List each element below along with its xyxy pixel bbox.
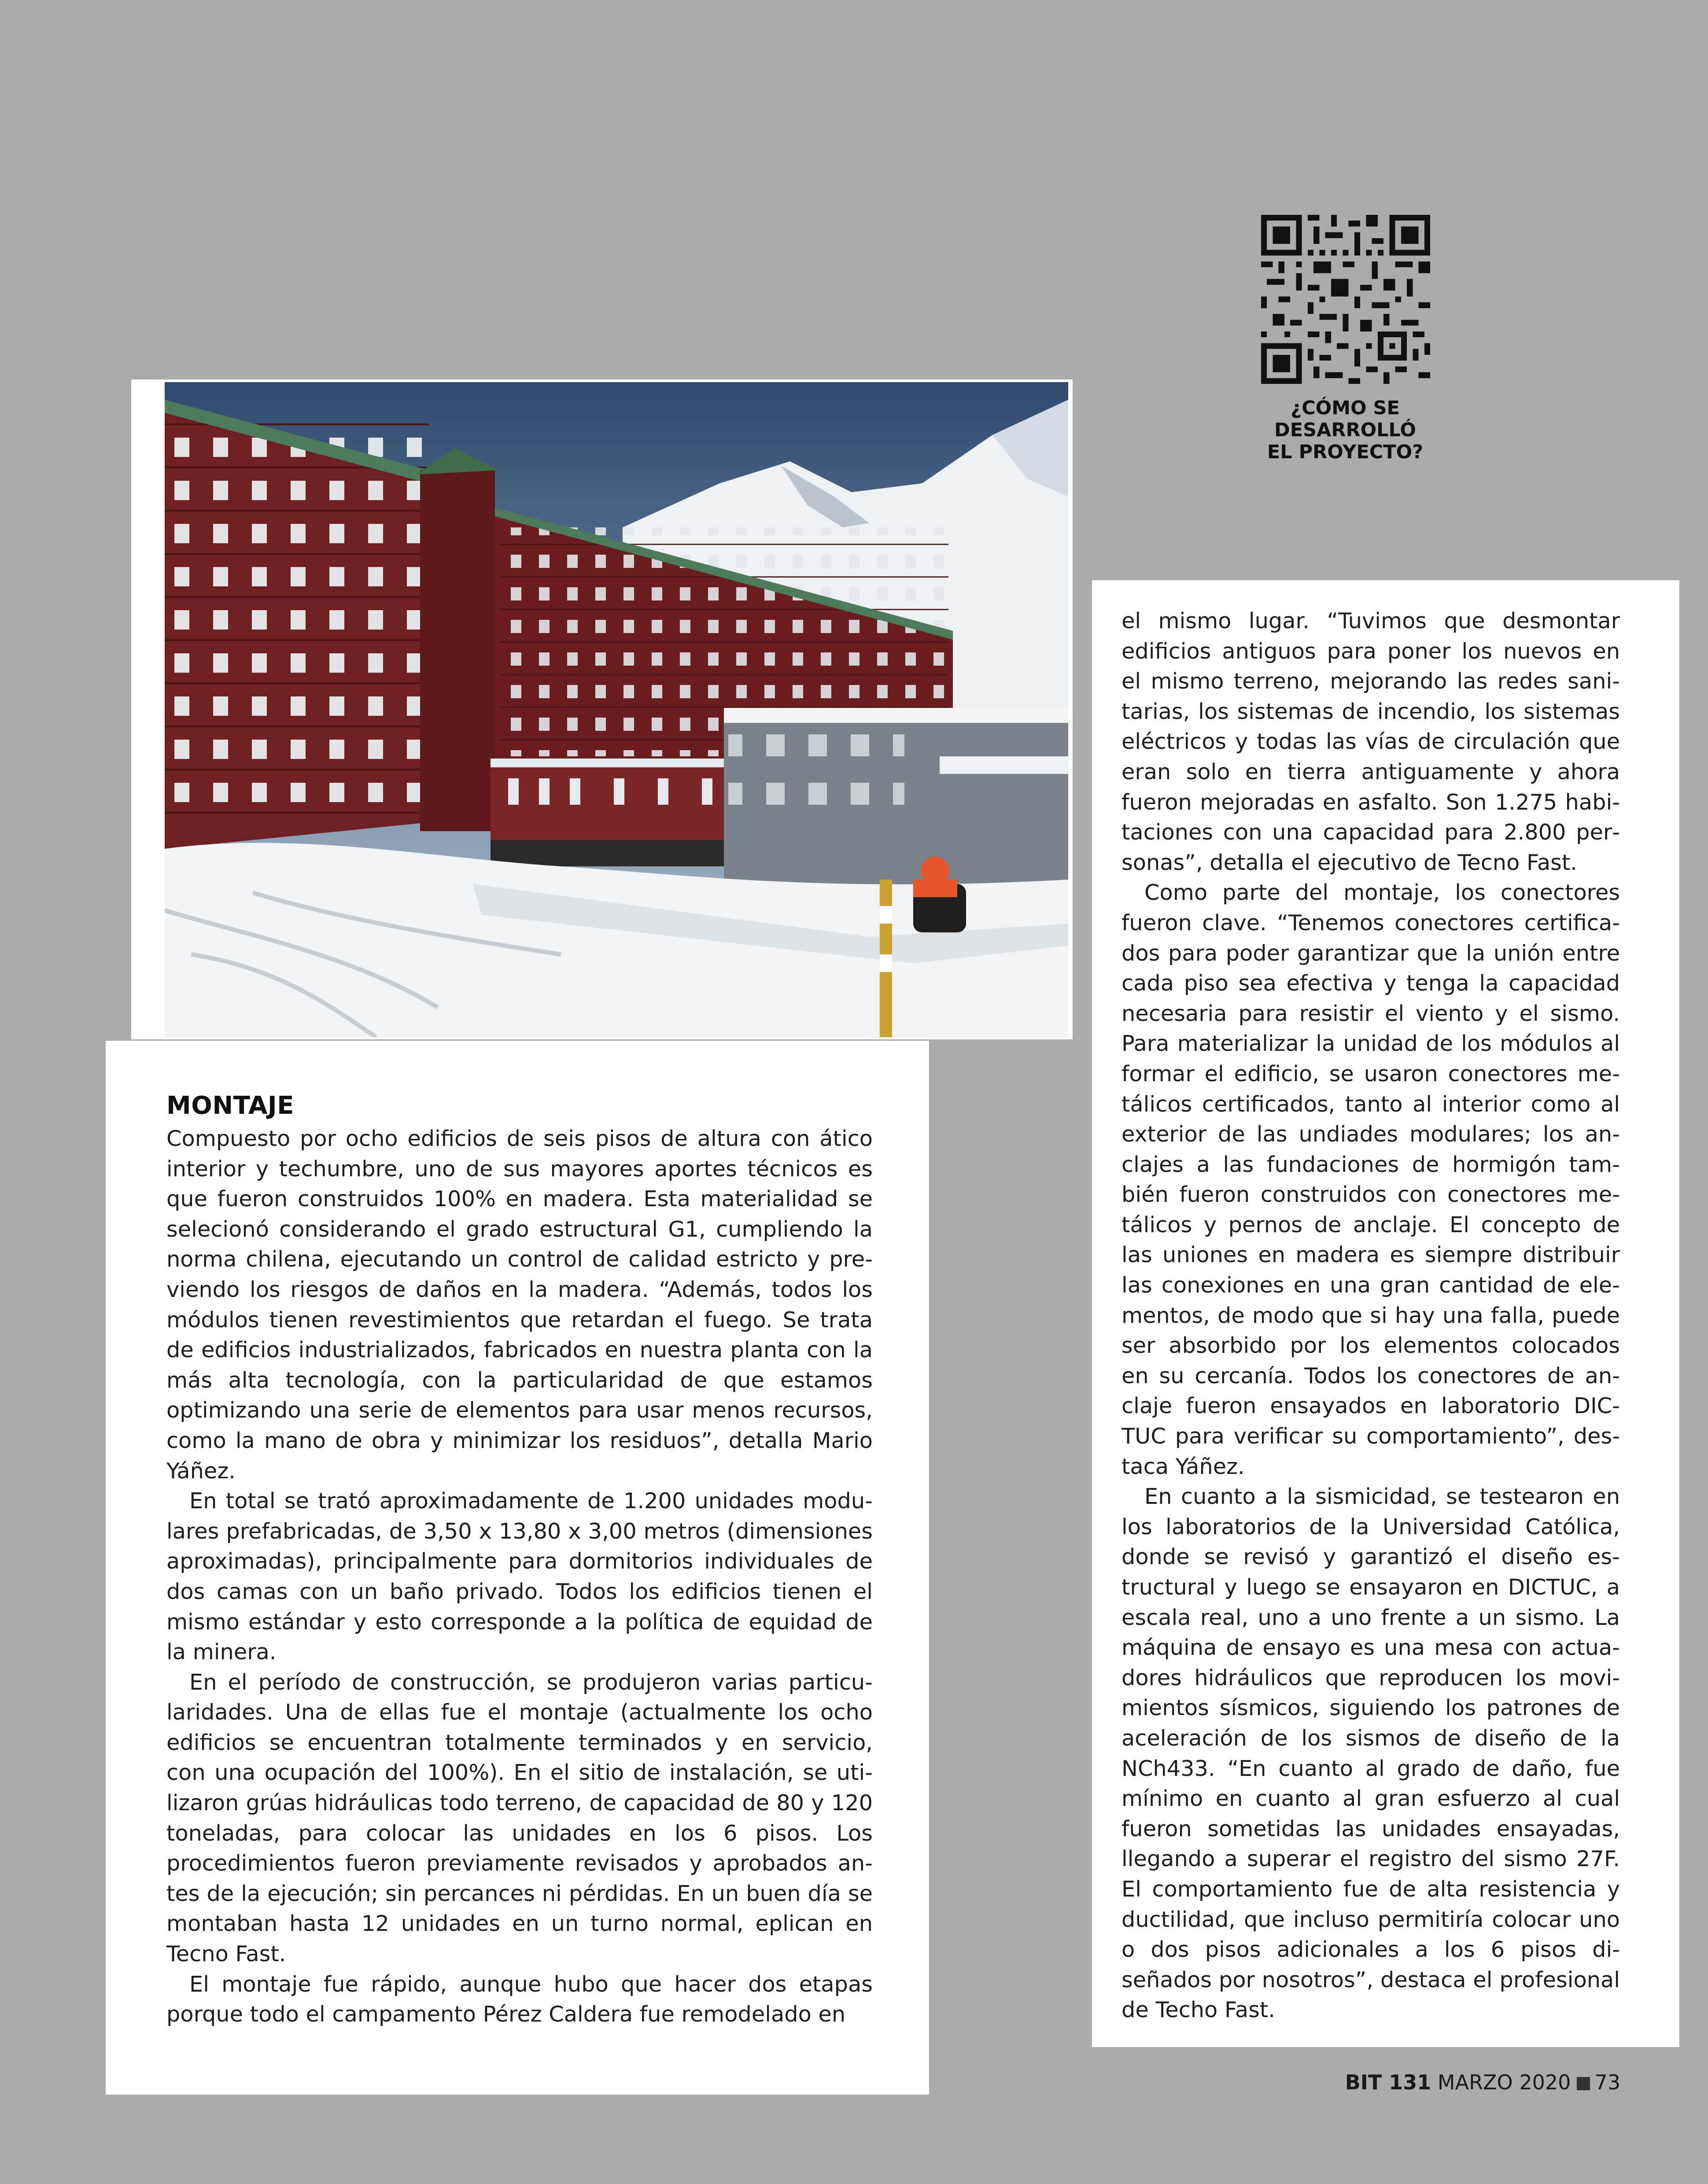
paragraph: el mismo lugar. “Tuvimos que desmontar edificios antiguos para poner los nuevos en el mismo terreno, mejorando las redes sanitarias, los sistemas de incendio, los sistemas eléctricos y todas las vías de circulación que eran solo en tierra antiguamente y ahora fueron mejoradas en asfalto. Son 1.275 habitaciones con una capacidad para 2.800 personas”, detalla el ejecutivo de Tecno Fast. (1121, 608, 1620, 875)
qr-caption-line: DESARROLLÓ (1274, 419, 1416, 441)
square-separator-icon (1577, 2077, 1590, 2090)
stair-tower (420, 470, 495, 831)
article-column-left (166, 1088, 873, 2029)
qr-caption-line: EL PROYECTO? (1267, 441, 1424, 463)
paragraph: Como parte del montaje, los conectores fueron clave. “Tenemos conectores certificados para poder garantizar que la unión entre cada piso sea efectiva y tenga la capacidad necesaria para resistir el viento y el sismo. Para materializar la unidad de los módulos al formar el edificio, se usaron conectores metálicos certificados, tanto al interior como al exterior de las undiades modulares; los anclajes a las fundaciones de hormigón también fueron construidos con conectores metálicos y pernos de anclaje. El concepto de las uniones en madera es siempre distribuir las conexiones en una gran cantidad de elementos, de modo que si hay una falla, puede ser absorbido por los elementos colocados en su cercanía. Todos los conectores de anclaje fueron ensayados en laboratorio DICTUC para verificar su comportamiento”, destaca Yáñez. (1121, 880, 1620, 1479)
qr-caption-line: ¿CÓMO SE (1291, 397, 1400, 419)
article-column-right (1121, 606, 1620, 2025)
paragraph: En total se trató aproximadamente de 1.200 unidades modulares prefabricadas, de 3,50 x 13,80 x 3,00 metros (dimensiones aproximadas), principalmente para dormitorios individuales de dos camas con un baño privado. Todos los edificios tienen el mismo estándar y esto corresponde a la política de equidad de la minera. (166, 1488, 873, 1665)
page-footer (1277, 2069, 1620, 2096)
paragraph: En cuanto a la sismicidad, se testearon en los laboratorios de la Universidad Católica, donde se revisó y garantizó el diseño estructural y luego se ensayaron en DICTUC, a escala real, uno a uno frente a un sismo. La máquina de ensayo es una mesa con actuadores hidráulicos que reproducen los movimientos sísmicos, siguiendo los patrones de aceleración de los sismos de diseño de la NCh433. “En cuanto al grado de daño, fue mínimo en cuanto al gran esfuerzo al cual fueron sometidas las unidades ensayadas, llegando a superar el registro del sismo 27F. El comportamiento fue de alta resistencia y ductilidad, que incluso permitiría colocar uno o dos pisos adicionales a los 6 pisos diseñados por nosotros”, destaca el profesional de Techo Fast. (1121, 1484, 1620, 2023)
paragraph: Compuesto por ocho edificios de seis pisos de altura con ático interior y techumbre, uno de sus mayores aportes técnicos es que fueron construidos 100% en madera. Esta materialidad se selecionó considerando el grado estructural G1, cumpliendo la norma chilena, ejecutando un control de calidad estricto y previendo los riesgos de daños en la madera. “Además, todos los módulos tienen revestimientos que retardan el fuego. Se trata de edificios industrializados, fabricados en nuestra planta con la más alta tecnología, con la particularidad de que estamos optimizando una serie de elementos para usar menos recursos, como la mano de obra y minimizar los residuos”, detalla Mario Yáñez. (166, 1126, 873, 1484)
campsite-illustration (165, 382, 1068, 1037)
paragraph: El montaje fue rápido, aunque hubo que hacer dos etapas porque todo el campamento Pérez Caldera fue remodelado en (166, 1971, 873, 2027)
qr-caption (1228, 397, 1462, 463)
building-photo (165, 382, 1068, 1037)
page-number: 73 (1594, 2070, 1620, 2094)
qr-code[interactable] (1261, 215, 1430, 384)
magazine-name: BIT 131 (1345, 2070, 1431, 2094)
qr-code-icon (1261, 215, 1430, 384)
section-heading: MONTAJE (166, 1091, 294, 1120)
issue-date: MARZO 2020 (1437, 2070, 1571, 2094)
paragraph: En el período de construcción, se produjeron varias particularidades. Una de ellas fue el montaje (actualmente los ocho edificios se encuentran totalmente terminados y en servicio, con una ocupación del 100%). En el sitio de instalación, se utilizaron grúas hidráulicas todo terreno, de capacidad de 80 y 120 toneladas, para colocar las unidades en los 6 pisos. Los procedimientos fueron previamente revisados y aprobados antes de la ejecución; sin percances ni pérdidas. En un buen día se montaban hasta 12 unidades en un turno normal, eplican en Tecno Fast. (166, 1669, 873, 1967)
